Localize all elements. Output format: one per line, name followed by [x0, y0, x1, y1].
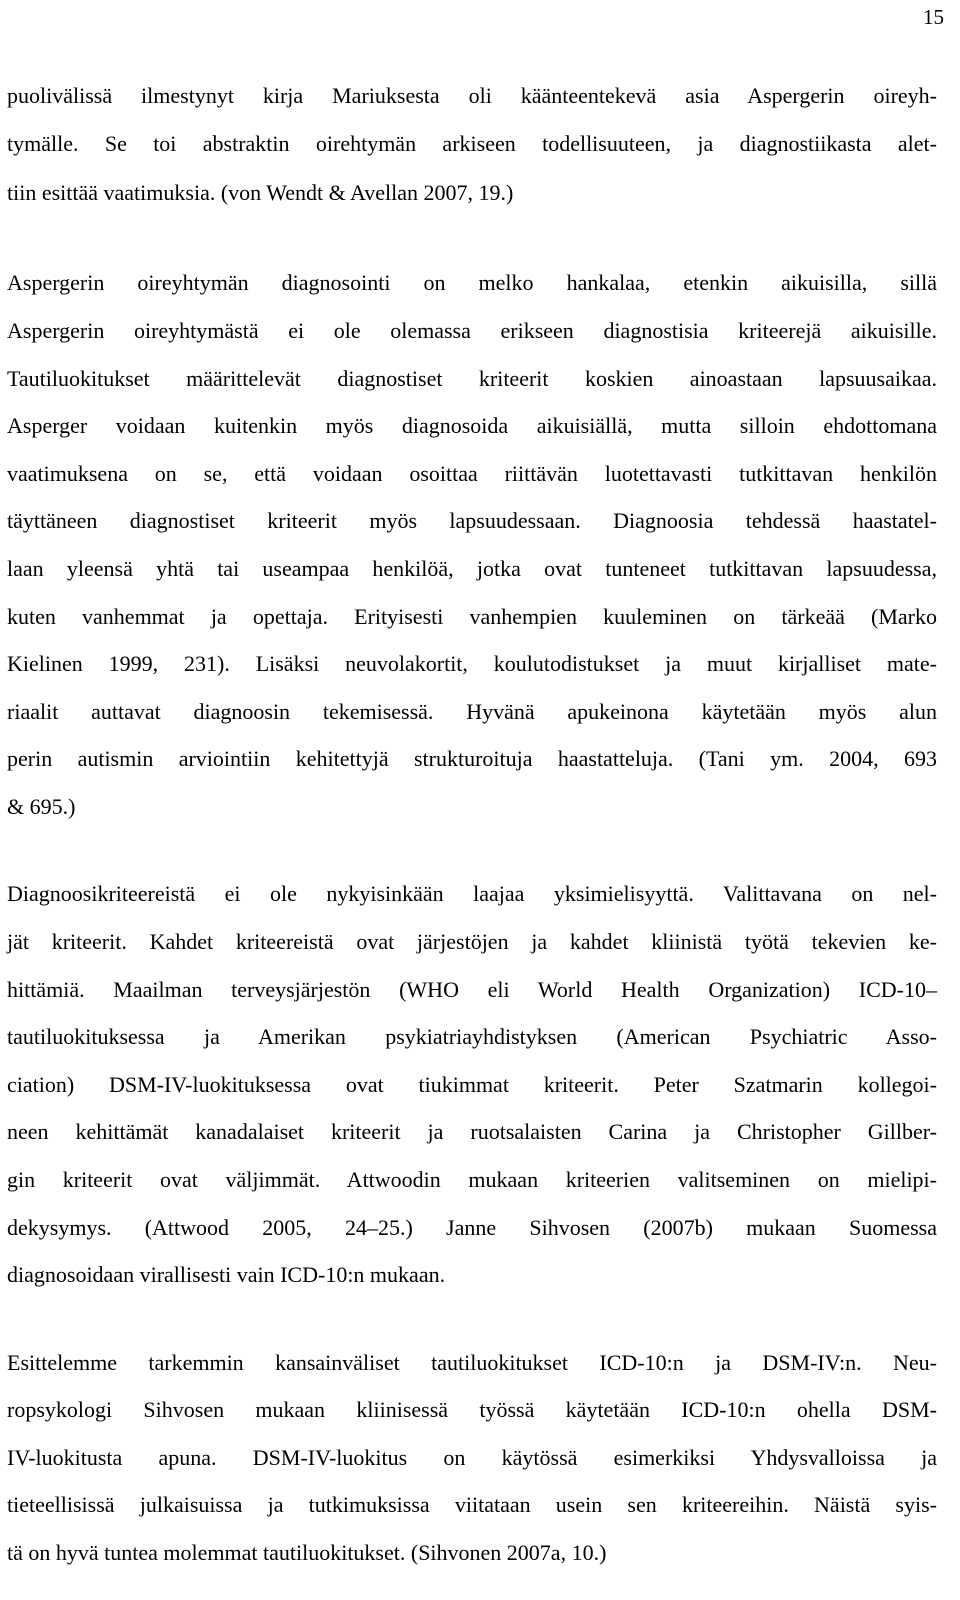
- text-line: perin autismin arviointiin kehitettyjä strukturoituja haastatteluja. (Tani ym. 2004, 693: [7, 746, 937, 771]
- text-line: tieteellisissä julkaisuissa ja tutkimuksissa viitataan usein sen kriteereihin. Näistä syis-: [7, 1492, 937, 1517]
- text-line: ciation) DSM-IV-luokituksessa ovat tiukimmat kriteerit. Peter Szatmarin kollegoi-: [7, 1072, 937, 1097]
- text-line: laan yleensä yhtä tai useampaa henkilöä, jotka ovat tunteneet tutkittavan lapsuudessa,: [7, 556, 937, 581]
- text-line: neen kehittämät kanadalaiset kriteerit ja ruotsalaisten Carina ja Christopher Gillber-: [7, 1119, 937, 1144]
- text-line: tautiluokituksessa ja Amerikan psykiatriayhdistyksen (American Psychiatric Asso-: [7, 1024, 937, 1049]
- text-line: kuten vanhemmat ja opettaja. Erityisesti vanhempien kuuleminen on tärkeää (Marko: [7, 604, 937, 629]
- text-line: Aspergerin oireyhtymästä ei ole olemassa erikseen diagnostisia kriteerejä aikuisille.: [7, 318, 937, 343]
- text-line: IV-luokitusta apuna. DSM-IV-luokitus on käytössä esimerkiksi Yhdysvalloissa ja: [7, 1445, 937, 1470]
- text-line: Diagnoosikriteereistä ei ole nykyisinkään laajaa yksimielisyyttä. Valittavana on nel-: [7, 881, 937, 906]
- text-line: Esittelemme tarkemmin kansainväliset tautiluokitukset ICD-10:n ja DSM-IV:n. Neu-: [7, 1350, 937, 1375]
- text-line: Kielinen 1999, 231). Lisäksi neuvolakortit, koulutodistukset ja muut kirjalliset mate-: [7, 651, 937, 676]
- text-line: & 695.): [7, 794, 76, 819]
- text-line: riaalit auttavat diagnoosin tekemisessä. Hyvänä apukeinona käytetään myös alun: [7, 699, 937, 724]
- page-number: 15: [923, 5, 944, 29]
- text-line: tymälle. Se toi abstraktin oirehtymän arkiseen todellisuuteen, ja diagnostiikasta alet-: [7, 131, 937, 156]
- text-line: gin kriteerit ovat väljimmät. Attwoodin mukaan kriteerien valitseminen on mielipi-: [7, 1167, 937, 1192]
- text-line: vaatimuksena on se, että voidaan osoittaa riittävän luotettavasti tutkittavan henkilön: [7, 461, 937, 486]
- text-line: hittämiä. Maailman terveysjärjestön (WHO eli World Health Organization) ICD-10–: [7, 977, 937, 1002]
- text-line: tä on hyvä tuntea molemmat tautiluokitukset. (Sihvonen 2007a, 10.): [7, 1540, 607, 1565]
- text-line: diagnosoidaan virallisesti vain ICD-10:n mukaan.: [7, 1262, 446, 1287]
- text-line: Aspergerin oireyhtymän diagnosointi on melko hankalaa, etenkin aikuisilla, sillä: [7, 270, 937, 295]
- text-line: dekysymys. (Attwood 2005, 24–25.) Janne Sihvosen (2007b) mukaan Suomessa: [7, 1215, 937, 1240]
- text-line: puolivälissä ilmestynyt kirja Mariuksesta oli käänteentekevä asia Aspergerin oireyh-: [7, 83, 937, 108]
- text-line: Tautiluokitukset määrittelevät diagnostiset kriteerit koskien ainoastaan lapsuusaikaa.: [7, 366, 937, 391]
- text-line: täyttäneen diagnostiset kriteerit myös lapsuudessaan. Diagnoosia tehdessä haastatel-: [7, 508, 937, 533]
- text-line: tiin esittää vaatimuksia. (von Wendt & Avellan 2007, 19.): [7, 180, 514, 205]
- text-line: Asperger voidaan kuitenkin myös diagnosoida aikuisiällä, mutta silloin ehdottomana: [7, 413, 937, 438]
- text-line: ropsykologi Sihvosen mukaan kliinisessä työssä käytetään ICD-10:n ohella DSM-: [7, 1397, 937, 1422]
- text-line: jät kriteerit. Kahdet kriteereistä ovat järjestöjen ja kahdet kliinistä työtä tekevien ke-: [7, 929, 937, 954]
